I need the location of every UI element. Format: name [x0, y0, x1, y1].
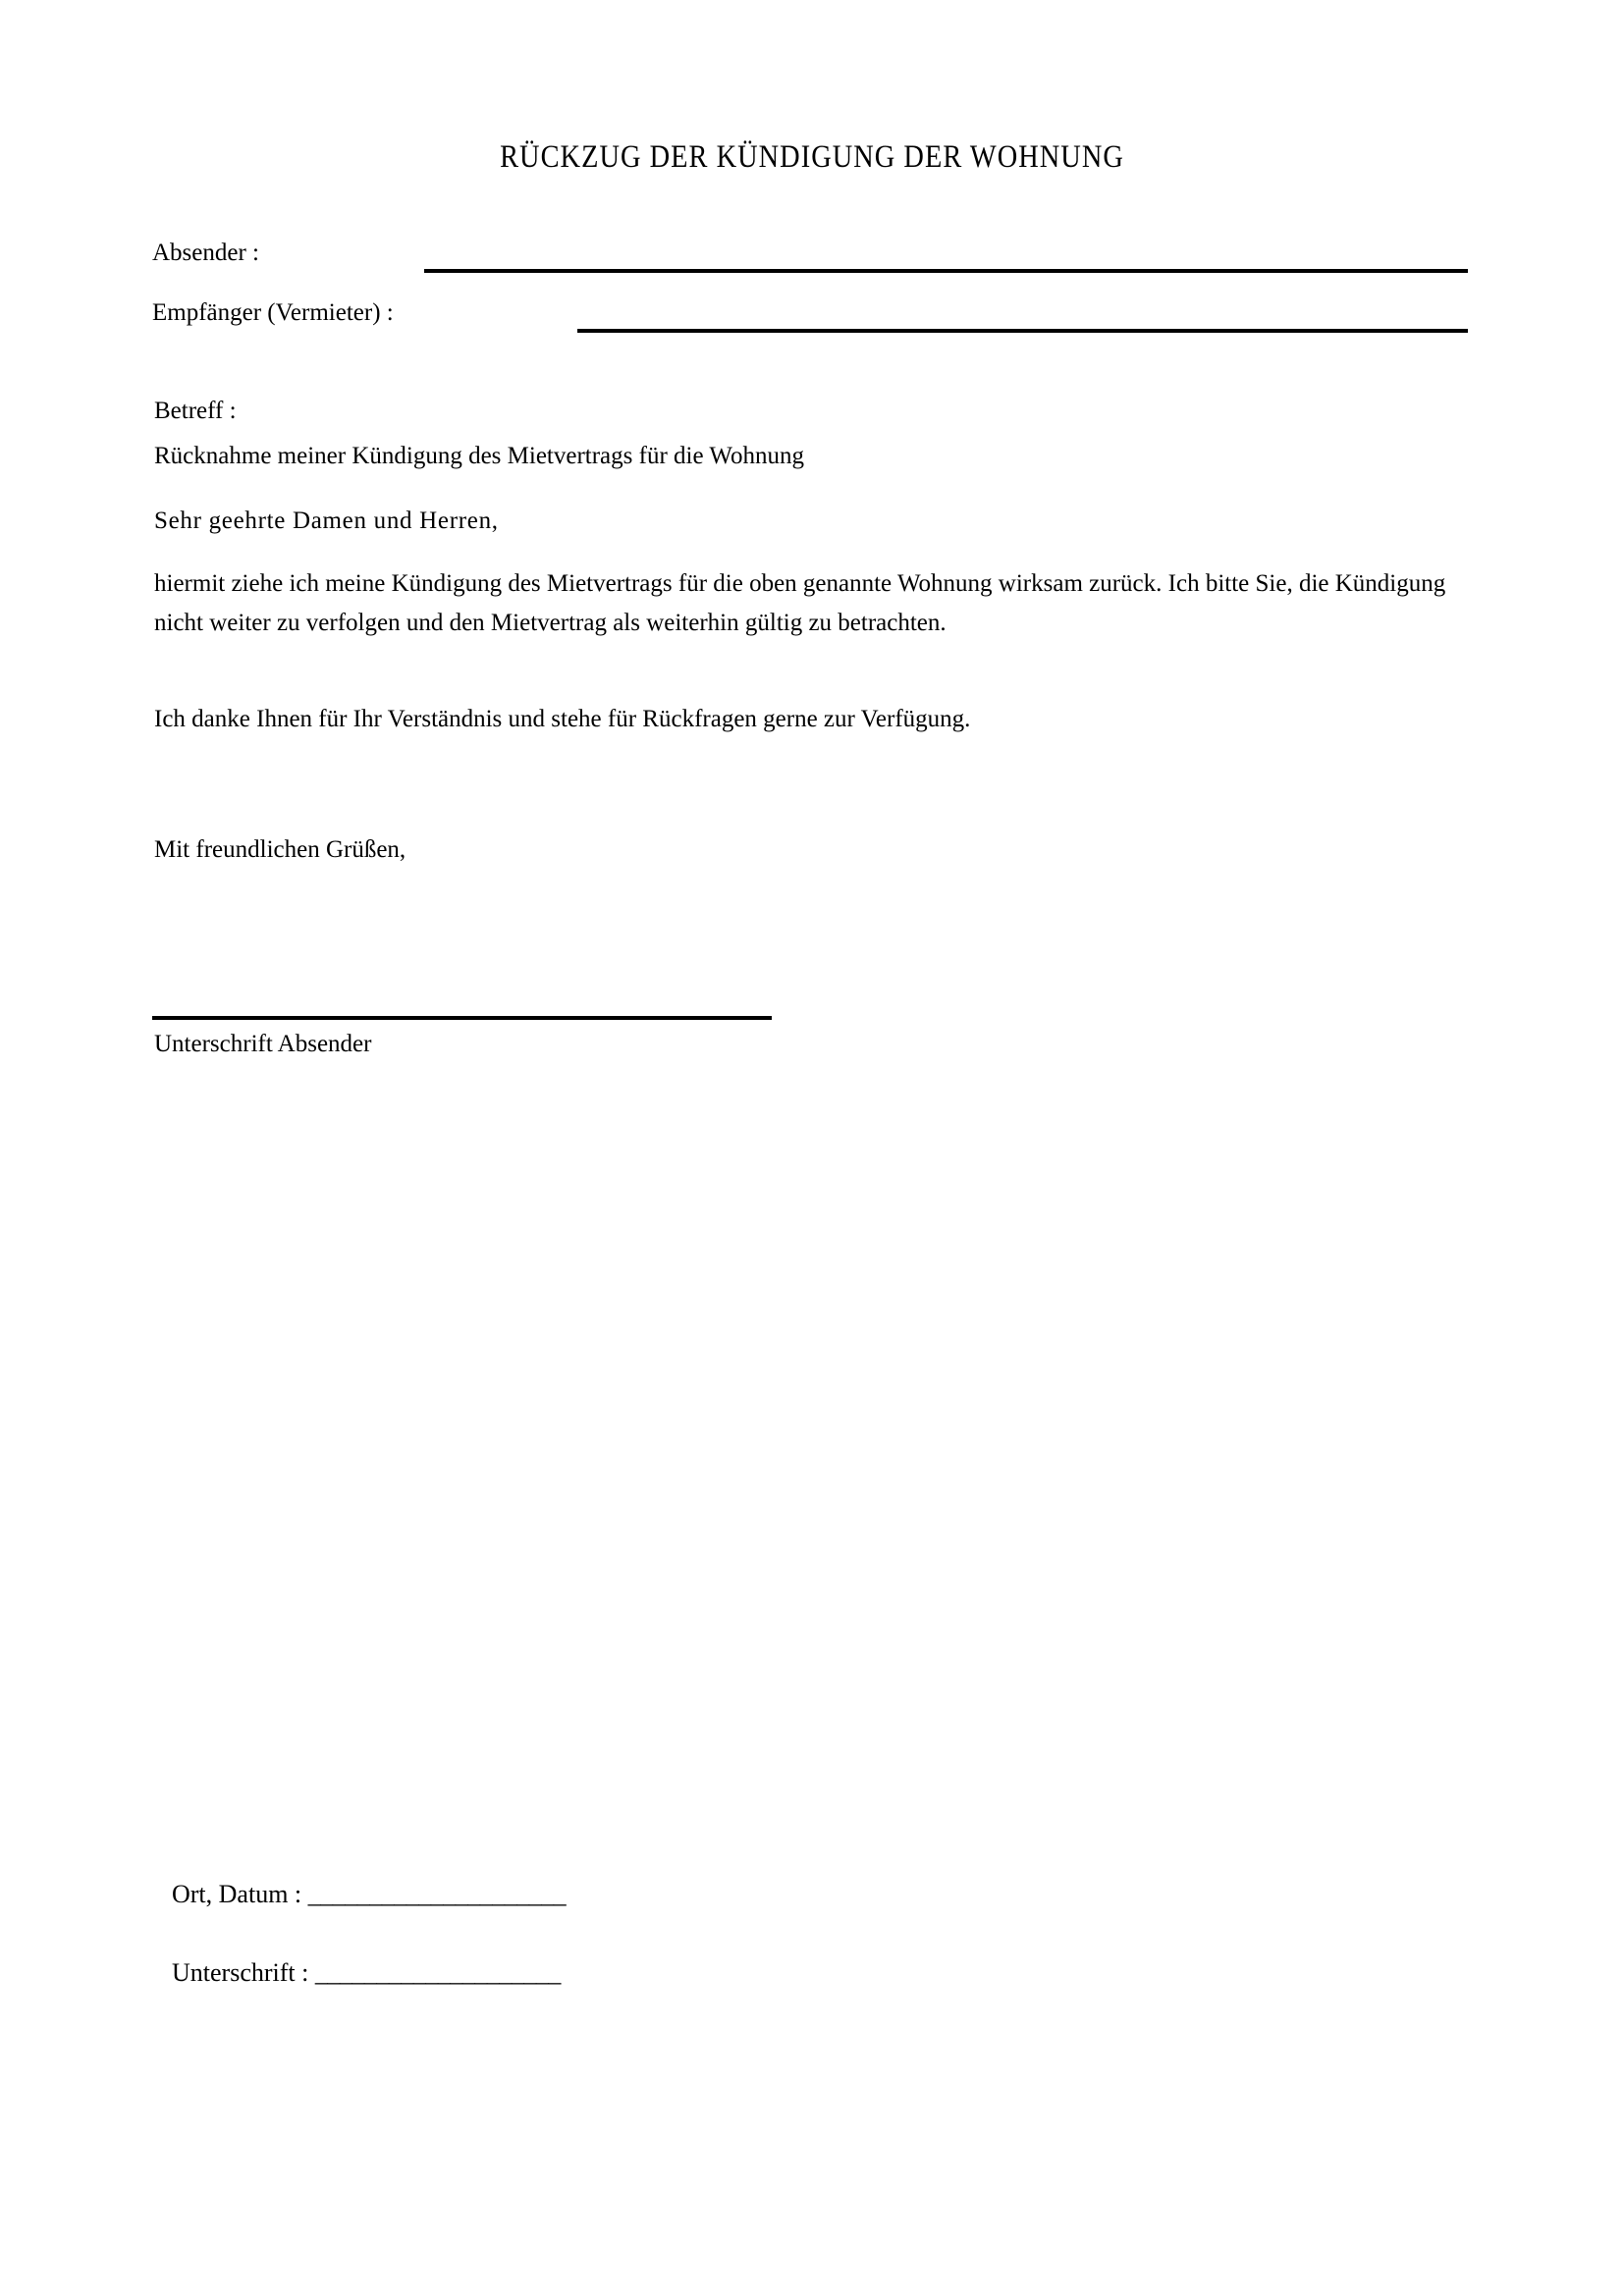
salutation-line: Sehr geehrte Damen und Herren, [154, 507, 499, 534]
place-date-label: Ort, Datum : [172, 1880, 308, 1908]
signature-line[interactable] [152, 1016, 772, 1020]
subject-label: Betreff : [154, 398, 237, 424]
footer-signature-field[interactable] [172, 1958, 561, 1988]
body-paragraph-main: hiermit ziehe ich meine Kündigung des Mietvertrags für die oben genannte Wohnung wirksam zurück. Ich bitte Sie, die Kündigung nicht weiter zu verfolgen und den Mietvertrag als weiterhin gültig zu betrachten. [154, 570, 1446, 636]
recipient-label: Empfänger (Vermieter) : [152, 299, 394, 326]
signature-caption: Unterschrift Absender [154, 1031, 372, 1057]
sender-field-row [152, 240, 1473, 273]
sender-label: Absender : [152, 240, 259, 266]
footer-signature-blank[interactable]: ____________________ [314, 1958, 561, 1987]
closing-line: Mit freundlichen Grüßen, [154, 836, 406, 863]
page-title: RÜCKZUG DER KÜNDIGUNG DER WOHNUNG [500, 139, 1124, 176]
body-paragraph-thanks: Ich danke Ihnen für Ihr Verständnis und stehe für Rückfragen gerne zur Verfügung. [154, 706, 971, 732]
footer-signature-label: Unterschrift : [172, 1958, 315, 1987]
subject-text: Rücknahme meiner Kündigung des Mietvertrags für die Wohnung [154, 443, 804, 469]
place-date-field[interactable] [172, 1880, 566, 1909]
sender-fill-line[interactable] [424, 269, 1468, 273]
place-date-blank[interactable]: _____________________ [307, 1880, 567, 1908]
recipient-fill-line[interactable] [577, 329, 1468, 333]
recipient-field-row [152, 299, 1473, 333]
